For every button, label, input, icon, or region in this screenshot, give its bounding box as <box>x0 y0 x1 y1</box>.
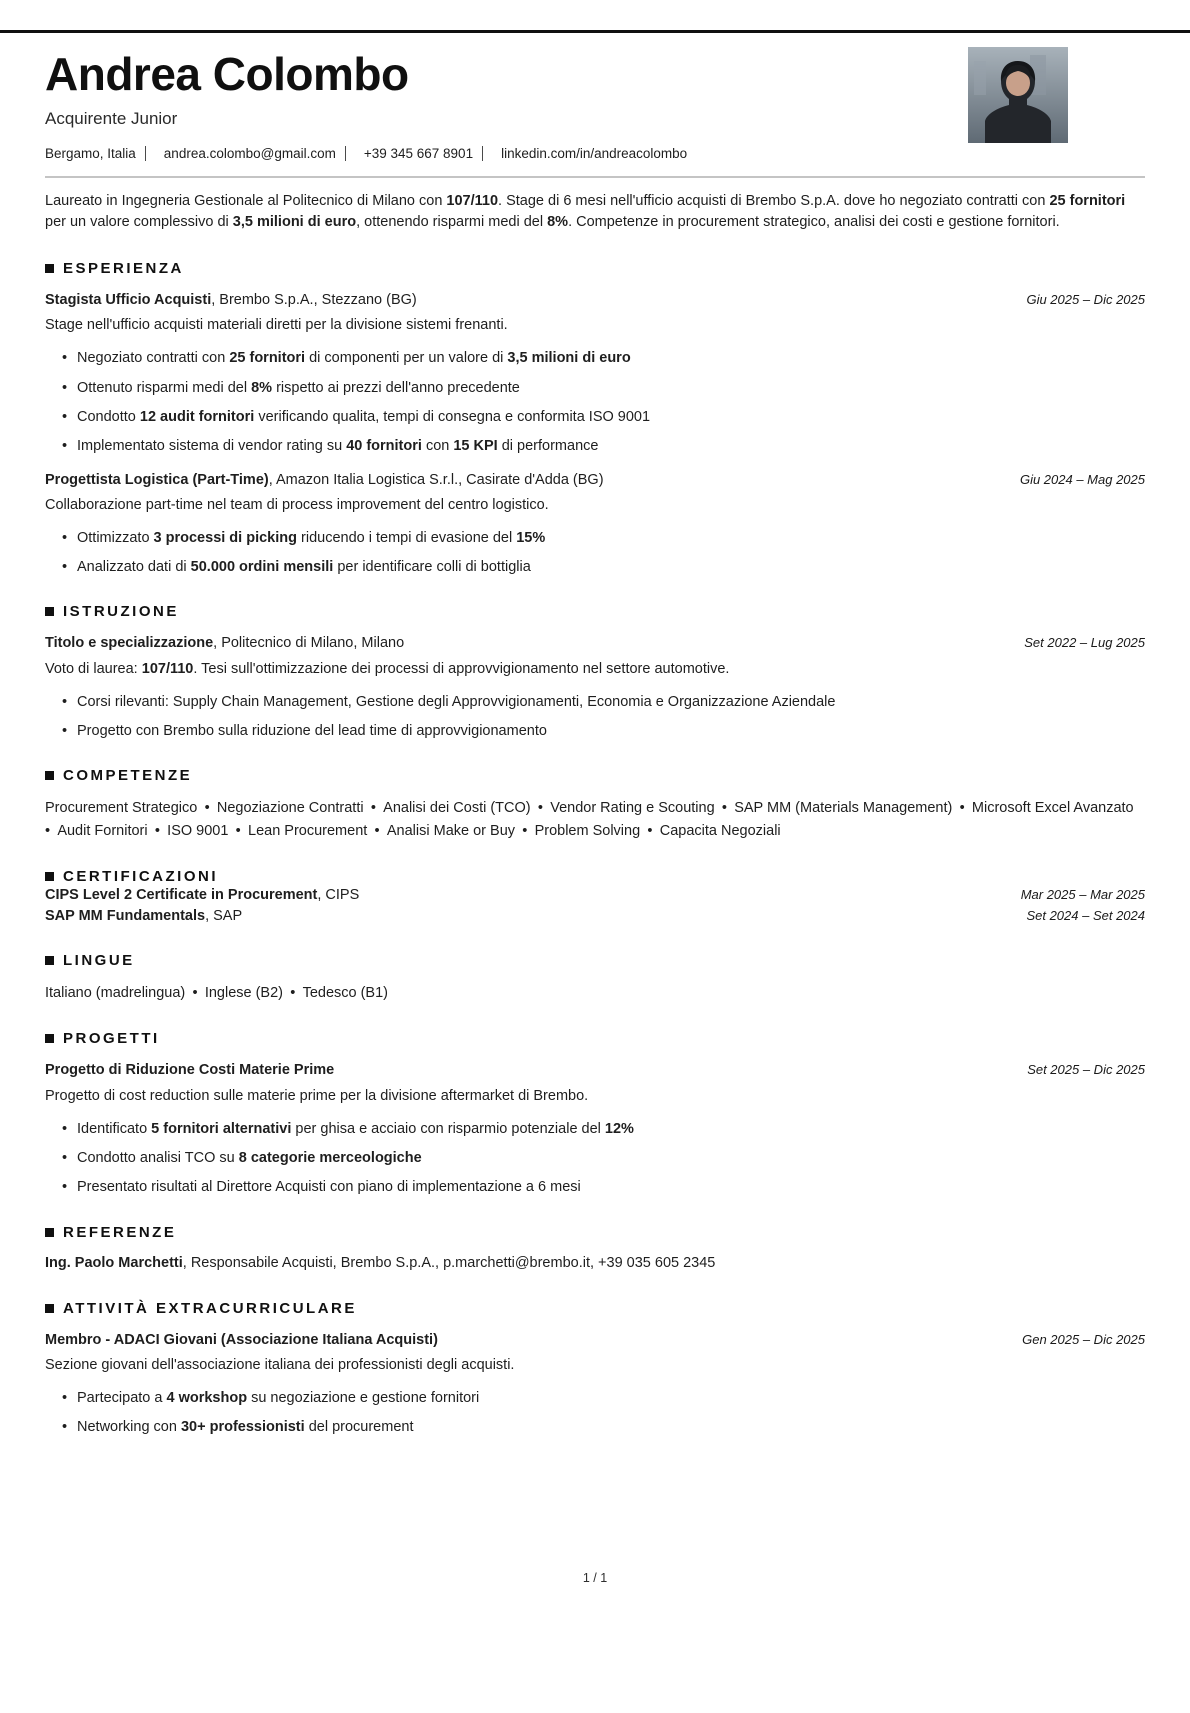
entry-date: Set 2022 – Lug 2025 <box>1024 635 1145 651</box>
bullet-item: • Condotto 12 audit fornitori verificando qualita, tempi di consegna e conformita ISO 9001 <box>45 407 1145 427</box>
bullet-item: • Ottenuto risparmi medi del 8% rispetto ai prezzi dell'anno precedente <box>45 378 1145 398</box>
section-header <box>45 868 1145 885</box>
section-title: PROGETTI <box>63 1030 160 1048</box>
contact-divider <box>345 146 346 161</box>
section-header <box>45 1224 1145 1241</box>
skills-list: Procurement Strategico • Negoziazione Contratti • Analisi dei Costi (TCO) • Vendor Rating e Scouting • SAP MM (Materials Management) • Microsoft Excel Avanzato • Audit Fornitori • ISO 9001 • Lean Procurement • Analisi Make or Buy • Problem Solving • Capacita Negoziali <box>45 800 1141 839</box>
section-referenze <box>45 1224 1145 1274</box>
bullet-item: • Partecipato a 4 workshop su negoziazione e gestione fornitori <box>45 1388 1145 1408</box>
contact-linkedin: linkedin.com/in/andreacolombo <box>501 145 688 161</box>
entry-date: Set 2025 – Dic 2025 <box>1027 1062 1145 1078</box>
bullet-item: • Corsi rilevanti: Supply Chain Management, Gestione degli Approvvigionamenti, Economia e Organizzazione Aziendale <box>45 692 1145 712</box>
entry-date: Gen 2025 – Dic 2025 <box>1022 1331 1145 1347</box>
summary-paragraph: Laureato in Ingegneria Gestionale al Politecnico di Milano con 107/110. Stage di 6 mesi nell'ufficio acquisti di Brembo S.p.A. dove ho negoziato contratti con 25 fornitori per un valore complessivo di 3,5 milioni di euro, ottenendo risparmi medi del 8%. Competenze in procurement strategico, analisi dei costi e gestione fornitori. <box>45 192 1126 231</box>
square-bullet-icon <box>45 264 54 273</box>
resume-page <box>0 30 1190 1713</box>
entry-bullets <box>45 1119 1145 1198</box>
bullet-item: • Identificato 5 fornitori alternativi per ghisa e acciaio con risparmio potenziale del 12% <box>45 1119 1145 1139</box>
contact-email: andrea.colombo@gmail.com <box>163 145 336 161</box>
profile-photo <box>968 47 1068 143</box>
entry-title: Titolo e specializzazione, Politecnico di Milano, Milano <box>45 635 405 652</box>
certification-entry <box>45 885 1145 905</box>
header <box>45 33 1145 161</box>
project-entry <box>45 1060 1145 1197</box>
section-header <box>45 952 1145 969</box>
entry-subtitle: Progetto di cost reduction sulle materie prime per la divisione aftermarket di Brembo. <box>45 1087 589 1104</box>
header-divider <box>45 176 1145 178</box>
section-header <box>45 260 1145 277</box>
square-bullet-icon <box>45 771 54 780</box>
experience-entry <box>45 470 1145 578</box>
candidate-title: Acquirente Junior <box>45 108 178 128</box>
section-title: ESPERIENZA <box>63 260 184 278</box>
section-competenze <box>45 767 1145 842</box>
contact-phone: +39 345 667 8901 <box>363 145 474 161</box>
contact-location: Bergamo, Italia <box>45 145 136 161</box>
entry-subtitle: Collaborazione part-time nel team di process improvement del centro logistico. <box>45 496 549 513</box>
section-title: REFERENZE <box>63 1223 177 1241</box>
section-title: LINGUE <box>63 951 135 969</box>
experience-entry <box>45 290 1145 457</box>
section-title: COMPETENZE <box>63 767 193 785</box>
candidate-name: Andrea Colombo <box>45 48 409 100</box>
education-entry <box>45 633 1145 741</box>
bullet-item: • Networking con 30+ professionisti del procurement <box>45 1417 1145 1437</box>
languages-list: Italiano (madrelingua) • Inglese (B2) • Tedesco (B1) <box>45 984 389 1001</box>
entry-bullets <box>45 348 1145 456</box>
bullet-item: • Negoziato contratti con 25 fornitori di componenti per un valore di 3,5 milioni di euro <box>45 348 1145 368</box>
entry-subtitle: Stage nell'ufficio acquisti materiali diretti per la divisione sistemi frenanti. <box>45 317 508 334</box>
square-bullet-icon <box>45 1034 54 1043</box>
section-attivita <box>45 1300 1145 1438</box>
section-esperienza <box>45 260 1145 577</box>
section-header <box>45 1030 1145 1047</box>
contact-divider <box>145 146 146 161</box>
square-bullet-icon <box>45 956 54 965</box>
section-certificazioni <box>45 868 1145 926</box>
entry-title: Progettista Logistica (Part-Time), Amazon Italia Logistica S.r.l., Casirate d'Adda (BG) <box>45 471 604 488</box>
entry-title: SAP MM Fundamentals, SAP <box>45 907 243 924</box>
bullet-item: • Progetto con Brembo sulla riduzione del lead time di approvvigionamento <box>45 721 1145 741</box>
section-header <box>45 767 1145 784</box>
bullet-item: • Condotto analisi TCO su 8 categorie merceologiche <box>45 1148 1145 1168</box>
square-bullet-icon <box>45 607 54 616</box>
entry-subtitle: Sezione giovani dell'associazione italiana dei professionisti degli acquisti. <box>45 1356 515 1373</box>
reference-line: Ing. Paolo Marchetti, Responsabile Acquisti, Brembo S.p.A., p.marchetti@brembo.it, +39 035 605 2345 <box>45 1254 716 1271</box>
section-lingue <box>45 952 1145 1004</box>
section-title: ISTRUZIONE <box>63 603 179 621</box>
contact-row <box>45 146 1145 161</box>
entry-title: CIPS Level 2 Certificate in Procurement, CIPS <box>45 887 360 904</box>
entry-title: Membro - ADACI Giovani (Associazione Italiana Acquisti) <box>45 1331 438 1348</box>
page-indicator: 1 / 1 <box>582 1571 608 1585</box>
resume-content <box>0 33 1190 1437</box>
section-title: ATTIVITÀ EXTRACURRICULARE <box>63 1299 357 1317</box>
square-bullet-icon <box>45 1228 54 1237</box>
bullet-item: • Ottimizzato 3 processi di picking riducendo i tempi di evasione del 15% <box>45 528 1145 548</box>
contact-divider <box>482 146 483 161</box>
entry-subtitle: Voto di laurea: 107/110. Tesi sull'ottimizzazione dei processi di approvvigionamento nel settore automotive. <box>45 660 730 677</box>
bullet-item: • Implementato sistema di vendor rating su 40 fornitori con 15 KPI di performance <box>45 436 1145 456</box>
bullet-item: • Presentato risultati al Direttore Acquisti con piano di implementazione a 6 mesi <box>45 1177 1145 1197</box>
section-progetti <box>45 1030 1145 1197</box>
activity-entry <box>45 1330 1145 1438</box>
entry-date: Giu 2024 – Mag 2025 <box>1019 471 1145 487</box>
entry-date: Set 2024 – Set 2024 <box>1026 907 1145 923</box>
square-bullet-icon <box>45 872 54 881</box>
entry-date: Giu 2025 – Dic 2025 <box>1026 292 1145 308</box>
entry-bullets <box>45 528 1145 578</box>
entry-bullets <box>45 692 1145 742</box>
section-header <box>45 1300 1145 1317</box>
section-istruzione <box>45 603 1145 741</box>
certification-entry <box>45 906 1145 926</box>
square-bullet-icon <box>45 1304 54 1313</box>
entry-title: Stagista Ufficio Acquisti, Brembo S.p.A., Stezzano (BG) <box>45 292 417 309</box>
section-header <box>45 603 1145 620</box>
entry-title: Progetto di Riduzione Costi Materie Prime <box>45 1062 335 1079</box>
bullet-item: • Analizzato dati di 50.000 ordini mensili per identificare colli di bottiglia <box>45 557 1145 577</box>
entry-bullets <box>45 1388 1145 1438</box>
entry-date: Mar 2025 – Mar 2025 <box>1020 887 1145 903</box>
section-title: CERTIFICAZIONI <box>63 868 218 886</box>
